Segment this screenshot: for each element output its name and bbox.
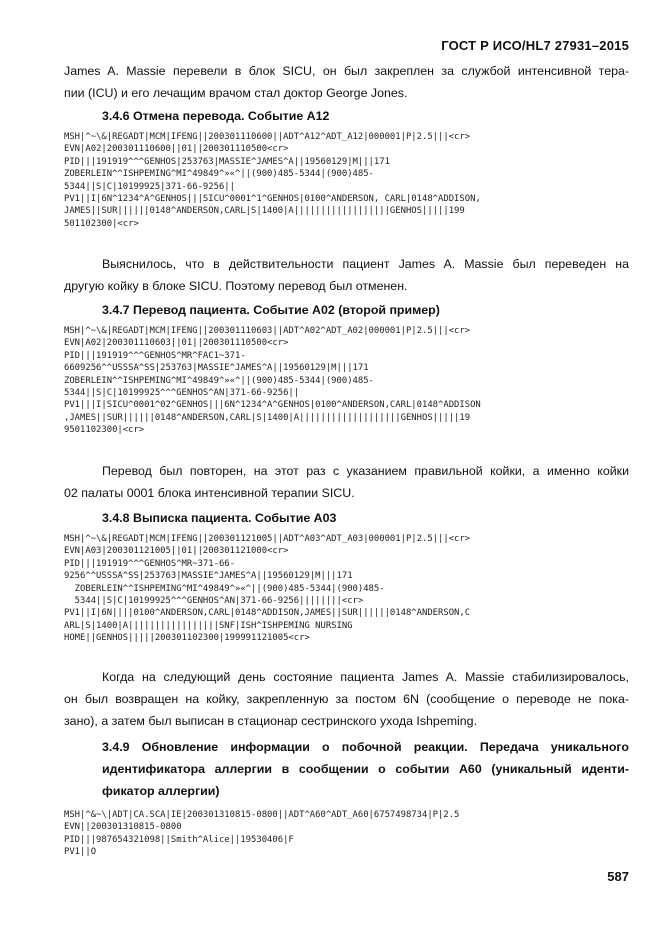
section-heading: 3.4.7 Перевод пациента. Событие A02 (второй пример) xyxy=(102,303,440,317)
code-line: PID|||191919^^^GENHOS^MR^FAC1~371- xyxy=(64,350,246,361)
text-line: зано), а затем был выписан в стационар сестринского ухода Ishpeming. xyxy=(64,714,478,728)
heading-line: фикатор аллергии) xyxy=(102,784,220,798)
heading-line: идентификатора аллергии в сообщении о событии A60 (уникальный иденти- xyxy=(102,762,629,776)
code-line: EVN||200301310815-0800 xyxy=(64,822,182,833)
paragraph xyxy=(0,253,661,297)
code-line: PV1||O xyxy=(64,847,97,858)
code-line: ,JAMES||SUR||||||0148^ANDERSON,CARL|S|1400|A|||||||||||||||||||GENHOS|||||19 xyxy=(64,412,471,423)
code-line: MSH|^~\&|REGADT|MCM|IFENG||200301110603||ADT^A02^ADT_A02|000001|P|2.5|||<cr> xyxy=(64,326,471,336)
heading-line: 3.4.9 Обновление информации о побочной реакции. Передача уникального xyxy=(102,740,629,754)
page-header: ГОСТ Р ИСО/HL7 27931–2015 xyxy=(441,38,629,53)
code-line: ARL|S|1400|A|||||||||||||||||SNF|ISH^ISHPEMING NURSING xyxy=(64,620,353,631)
text-line: Выяснилось, что в действительности пациент James A. Massie был переведен на xyxy=(102,257,629,271)
text-line: Перевод был повторен, на этот раз с указанием правильной койки, а именно койки xyxy=(102,464,629,478)
text-line: другую койку в блоке SICU. Поэтому перевод был отменен. xyxy=(64,279,408,293)
text-line: он был возвращен на койку, закрепленную за постом 6N (сообщение о переводе не пока- xyxy=(64,692,629,706)
code-line: 5344||S|C|10199925|371-66-9256|| xyxy=(64,181,235,192)
code-line: ZOBERLEIN^^ISHPEMING^MI^49849^»«^||(900)485-5344|(900)485- xyxy=(64,375,374,386)
code-block xyxy=(64,325,481,437)
code-block xyxy=(64,809,459,859)
paragraph xyxy=(0,460,661,504)
code-line: MSH|^~\&|REGADT|MCM|IFENG||200301110600||ADT^A12^ADT_A12|000001|P|2.5|||<cr> xyxy=(64,132,471,142)
paragraph xyxy=(0,666,661,732)
code-line: 5344||S|C|10199925^^^GENHOS^AN|371-66-9256|| xyxy=(64,388,300,399)
text-line: 02 палаты 0001 блока интенсивной терапии SICU. xyxy=(64,486,355,500)
code-line: PV1||I|6N||||0100^ANDERSON,CARL|0148^ADDISON,JAMES||SUR||||||0148^ANDERSON,C xyxy=(64,608,471,619)
code-line: EVN|A02|200301110603||01||200301110500<cr> xyxy=(64,338,289,349)
code-line: 6609256^^USSSA^SS|253763|MASSIE^JAMES^A||19560129|M|||171 xyxy=(64,363,369,374)
code-line: MSH|^~\&|REGADT|MCM|IFENG||200301121005||ADT^A03^ADT_A03|000001|P|2.5|||<cr> xyxy=(64,534,471,544)
page-number: 587 xyxy=(607,869,629,884)
code-line: 501102300|<cr> xyxy=(64,218,139,229)
code-line: PV1|||I|SICU^0001^02^GENHOS|||6N^1234^A^GENHOS|0100^ANDERSON,CARL|0148^ADDISON xyxy=(64,400,481,411)
code-block xyxy=(64,533,470,645)
text-line: пии (ICU) и его лечащим врачом стал доктор George Jones. xyxy=(64,86,408,100)
text-line: James A. Massie перевели в блок SICU, он был закреплен за службой интенсивной тера- xyxy=(64,64,629,78)
code-line: JAMES||SUR||||||0148^ANDERSON,CARL|S|1400|A||||||||||||||||||GENHOS|||||199 xyxy=(64,206,465,217)
code-line: PID|||191919^^^GENHOS^MR~371-66- xyxy=(64,558,235,569)
text-line: Когда на следующий день состояние пациента James A. Massie стабилизировалось, xyxy=(102,670,629,684)
section-heading: 3.4.8 Выписка пациента. Событие A03 xyxy=(102,511,337,525)
intro-paragraph xyxy=(0,60,661,104)
code-line: MSH|^&~\|ADT|CA.SCA|IE|200301310815-0800||ADT^A60^ADT_A60|6757498734|P|2.5 xyxy=(64,810,460,820)
section-heading xyxy=(0,736,661,802)
section-heading: 3.4.6 Отмена перевода. Событие A12 xyxy=(102,109,330,123)
code-line: 5344||S|C|10199925^^^GENHOS^AN|371-66-9256||||||||<cr> xyxy=(64,596,364,607)
code-block xyxy=(64,131,481,230)
code-line: 9256^^USSSA^SS|253763|MASSIE^JAMES^A||19560129|M|||171 xyxy=(64,571,353,582)
code-line: PV1||I|6N^1234^A^GENHOS|||SICU^0001^1^GENHOS|0100^ANDERSON, CARL|0148^ADDISON, xyxy=(64,194,481,205)
code-line: PID|||987654321098||Smith^Alice||19530406|F xyxy=(64,834,294,845)
code-line: PID|||191919^^^GENHOS|253763|MASSIE^JAMES^A||19560129|M|||171 xyxy=(64,156,390,167)
code-line: ZOBERLEIN^^ISHPEMING^MI^49849^»«^||(900)485-5344|(900)485- xyxy=(64,583,385,594)
code-line: ZOBERLEIN^^ISHPEMING^MI^49849^»«^||(900)485-5344|(900)485- xyxy=(64,169,374,180)
code-line: HOME||GENHOS|||||200301102300|199991121005<cr> xyxy=(64,633,310,644)
code-line: 9501102300|<cr> xyxy=(64,425,145,436)
code-line: EVN|A02|200301110600||01||200301110500<cr> xyxy=(64,144,289,155)
code-line: EVN|A03|200301121005||01||200301121000<cr> xyxy=(64,546,289,557)
